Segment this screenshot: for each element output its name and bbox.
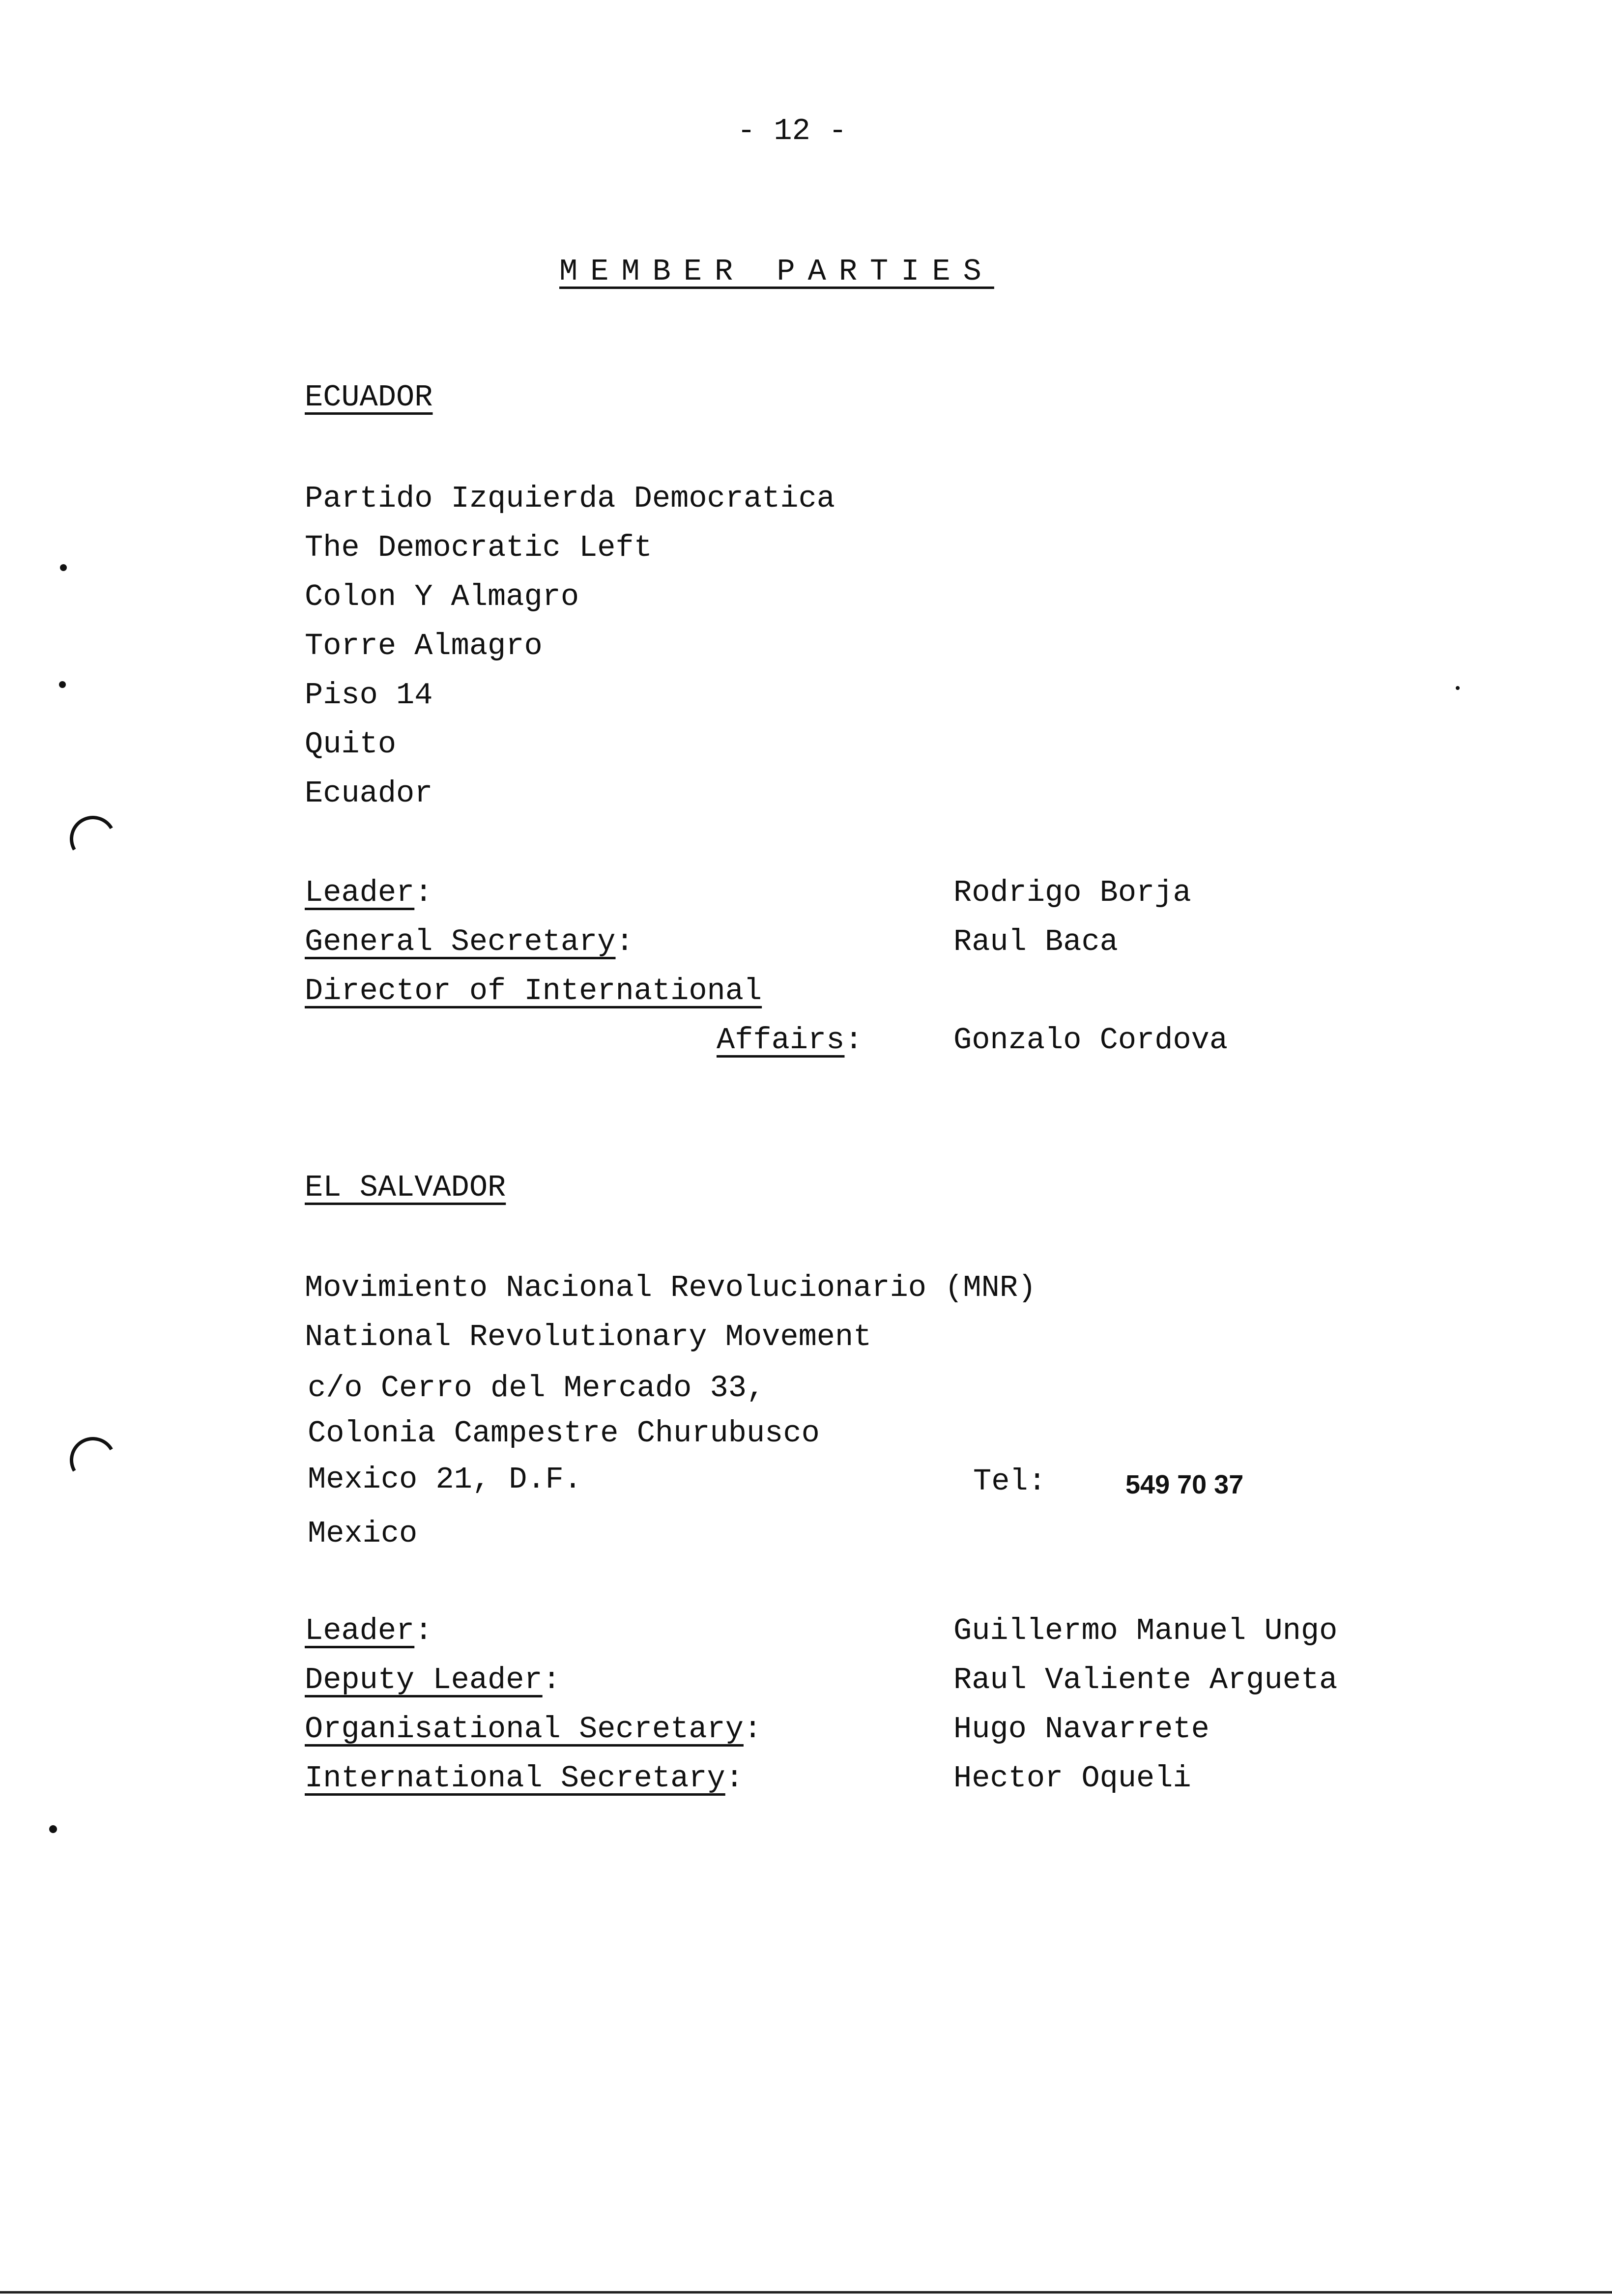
official-role: Leader: bbox=[305, 1613, 433, 1648]
scan-speck bbox=[1456, 686, 1460, 690]
address-line: Quito bbox=[305, 727, 397, 762]
official-role-continued: Affairs: bbox=[717, 1023, 863, 1058]
address-line: National Revolutionary Movement bbox=[305, 1320, 872, 1354]
address-line: c/o Cerro del Mercado 33, bbox=[308, 1371, 765, 1406]
address-line: Mexico bbox=[308, 1516, 418, 1551]
official-name: Raul Valiente Argueta bbox=[953, 1663, 1338, 1697]
address-line: Movimiento Nacional Revolucionario (MNR) bbox=[305, 1270, 1036, 1305]
binder-hole-mark bbox=[64, 1432, 121, 1488]
official-role: International Secretary: bbox=[305, 1761, 744, 1796]
address-line: Torre Almagro bbox=[305, 629, 543, 663]
scan-speck bbox=[49, 1825, 57, 1833]
address-line: Partido Izquierda Democratica bbox=[305, 481, 835, 516]
address-line: Ecuador bbox=[305, 776, 433, 811]
official-role: General Secretary: bbox=[305, 924, 634, 959]
official-name: Gonzalo Cordova bbox=[953, 1023, 1228, 1058]
scan-speck bbox=[59, 681, 66, 688]
official-name: Rodrigo Borja bbox=[953, 875, 1191, 910]
bottom-edge-rule bbox=[0, 2291, 1612, 2294]
official-name: Raul Baca bbox=[953, 924, 1118, 959]
section-heading-el-salvador: EL SALVADOR bbox=[305, 1170, 506, 1205]
tel-label: Tel: bbox=[973, 1464, 1046, 1499]
address-line: Colonia Campestre Churubusco bbox=[308, 1416, 820, 1451]
official-name: Hugo Navarrete bbox=[953, 1712, 1209, 1747]
address-line: Colon Y Almagro bbox=[305, 579, 579, 614]
scan-speck bbox=[60, 564, 67, 571]
official-role: Organisational Secretary: bbox=[305, 1712, 762, 1747]
official-role: Deputy Leader: bbox=[305, 1663, 561, 1697]
address-line: The Democratic Left bbox=[305, 530, 652, 565]
tel-number: 549 70 37 bbox=[1125, 1470, 1244, 1499]
page-number: - 12 - bbox=[737, 114, 847, 148]
official-role: Leader: bbox=[305, 875, 433, 910]
page-title: MEMBER PARTIES bbox=[559, 254, 994, 289]
address-line: Mexico 21, D.F. bbox=[308, 1462, 582, 1497]
section-heading-ecuador: ECUADOR bbox=[305, 380, 433, 415]
address-line: Piso 14 bbox=[305, 678, 433, 713]
official-name: Guillermo Manuel Ungo bbox=[953, 1613, 1338, 1648]
binder-hole-mark bbox=[64, 810, 121, 867]
official-role: Director of International bbox=[305, 974, 762, 1008]
official-name: Hector Oqueli bbox=[953, 1761, 1191, 1796]
